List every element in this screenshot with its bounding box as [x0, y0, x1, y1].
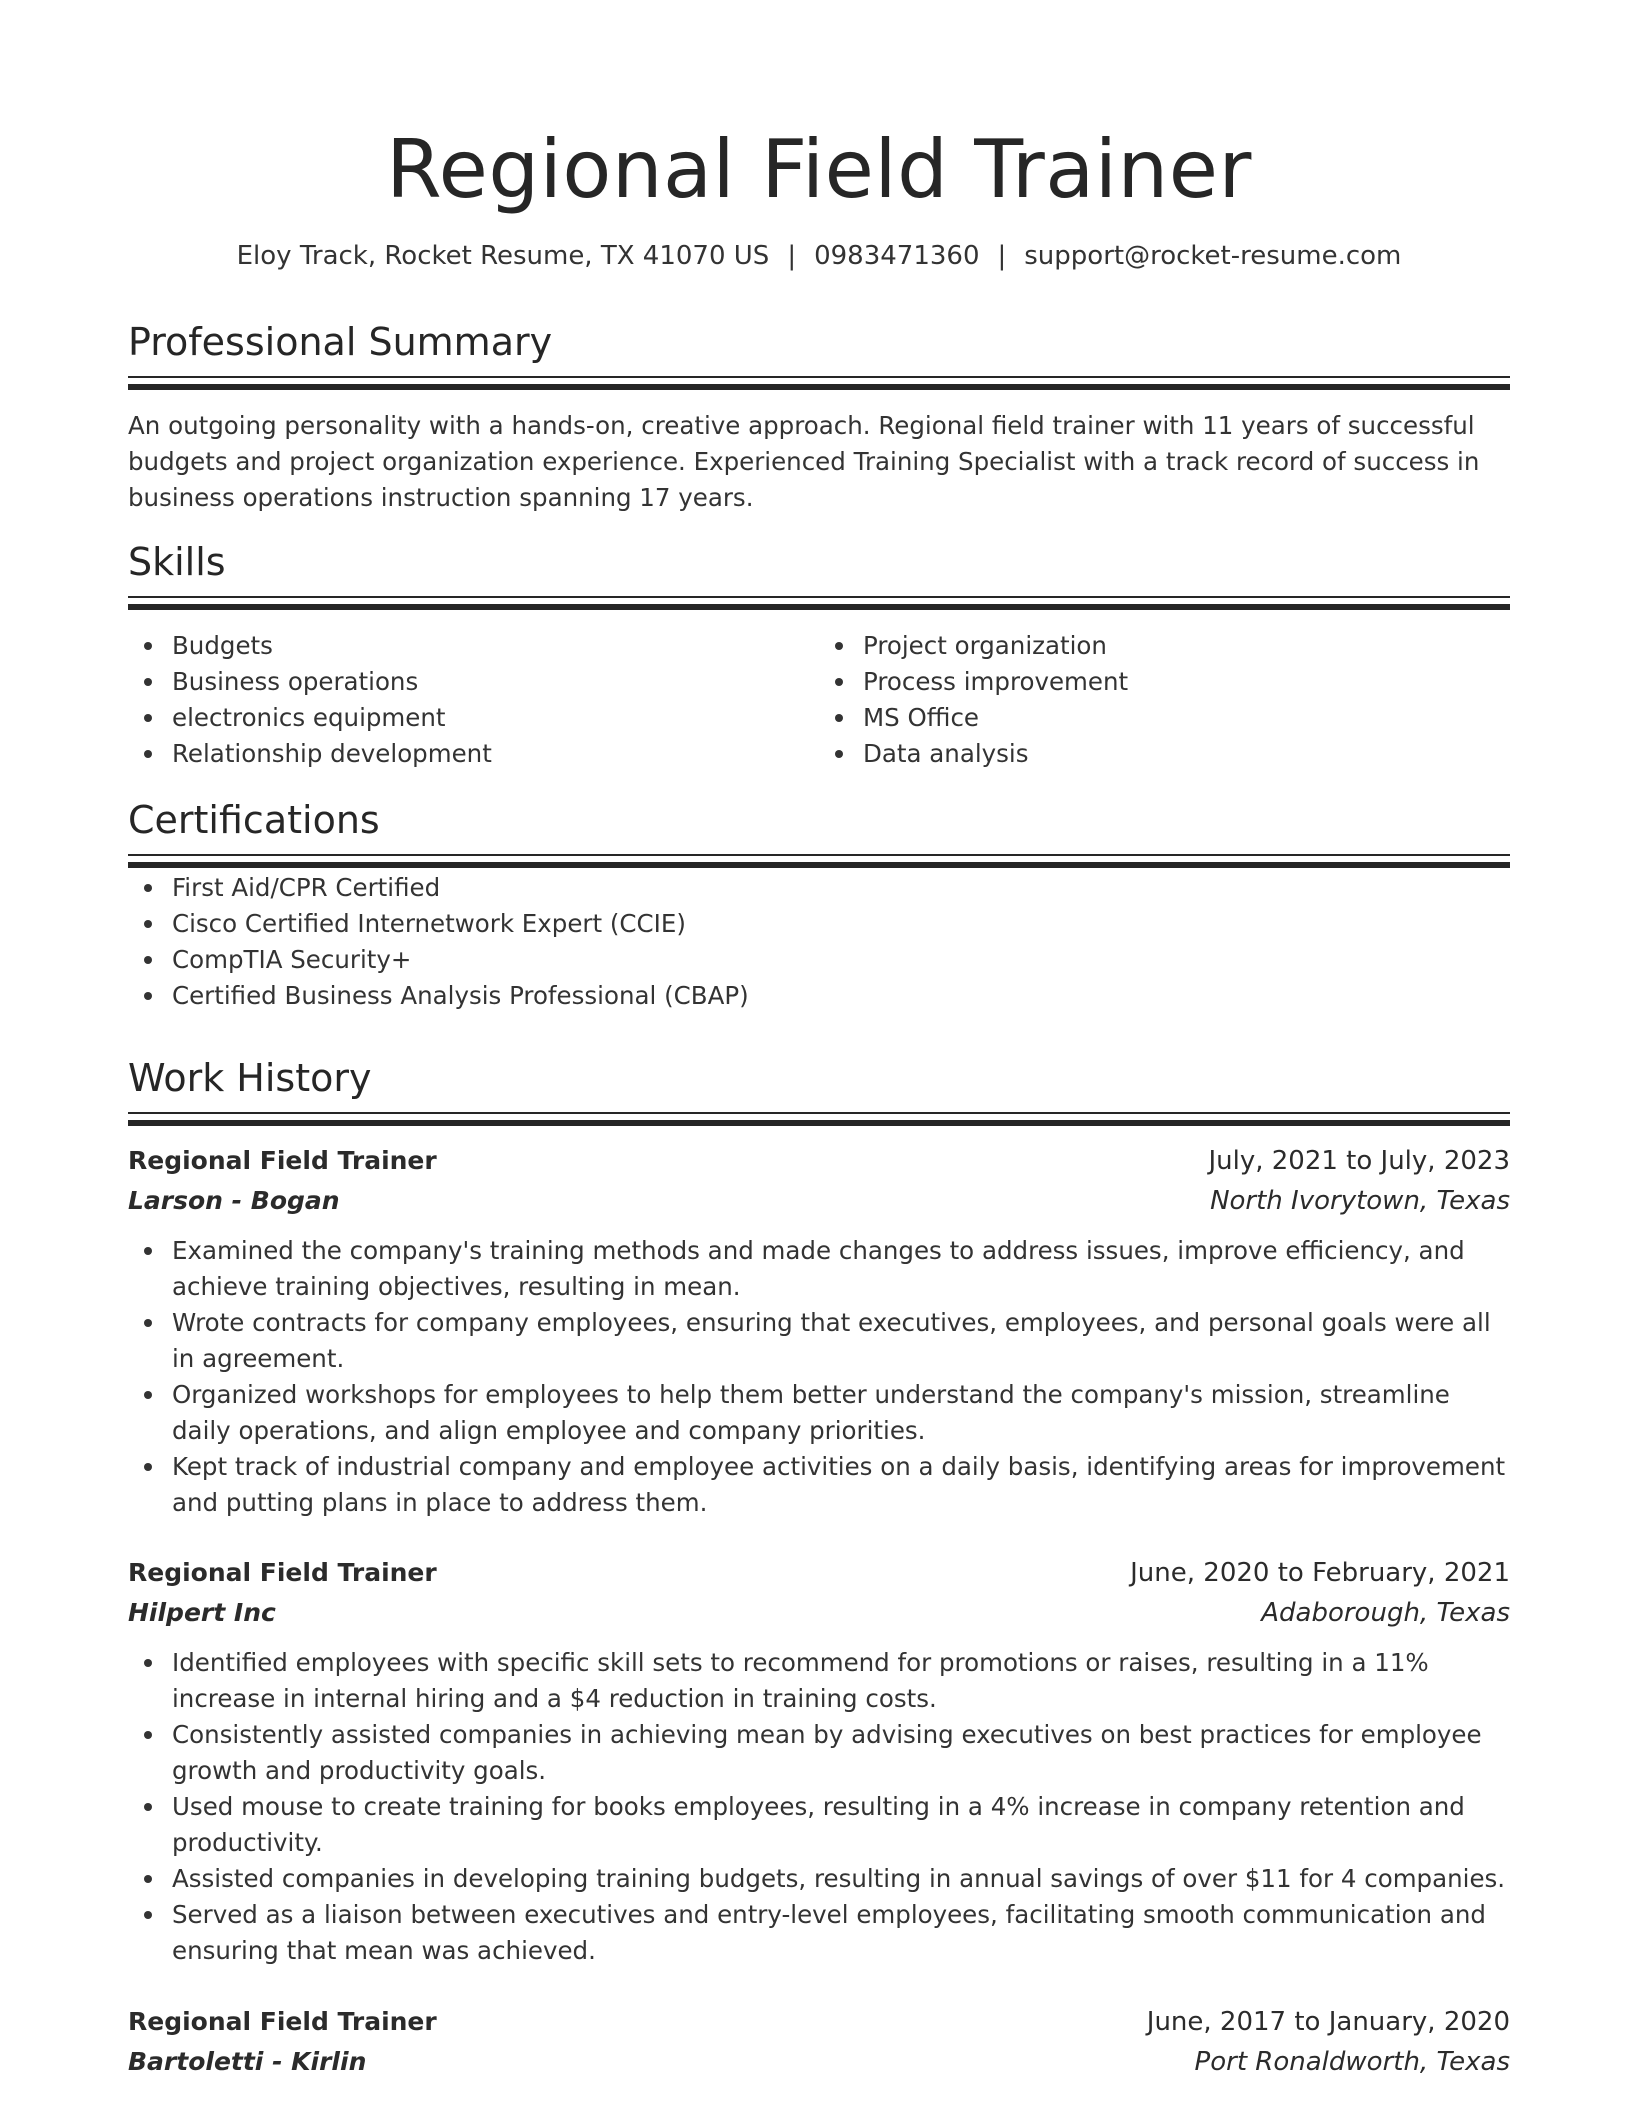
contact-separator: |	[997, 241, 1007, 271]
section-title-skills: Skills	[128, 540, 226, 584]
job-bullet: Wrote contracts for company employees, ensuring that executives, employees, and personal goals were all in agreement.	[172, 1305, 1510, 1377]
job-entry	[128, 1141, 1510, 1521]
job-company-row	[128, 1593, 1510, 1633]
contact-email: support@rocket-resume.com	[1024, 241, 1402, 271]
skill-item: Project organization	[863, 628, 1510, 664]
skill-item: Relationship development	[172, 736, 819, 772]
skills-column-right	[819, 628, 1510, 772]
certification-item: Certified Business Analysis Professional (CBAP)	[172, 978, 1510, 1014]
job-company: Larson - Bogan	[128, 1186, 340, 1215]
contact-separator: |	[787, 241, 797, 271]
skill-item: Process improvement	[863, 664, 1510, 700]
job-company: Bartoletti - Kirlin	[128, 2047, 367, 2076]
skills-grid	[128, 628, 1510, 772]
job-bullet: Kept track of industrial company and employee activities on a daily basis, identifying areas for improvement and putting plans in place to address them.	[172, 1449, 1510, 1521]
job-header-row	[128, 1553, 1510, 1593]
job-bullet: Used mouse to create training for books employees, resulting in a 4% increase in company retention and productivity.	[172, 1789, 1510, 1861]
contact-line	[128, 238, 1510, 274]
section-divider	[128, 854, 1510, 870]
job-entry	[128, 1553, 1510, 1969]
skill-item: Data analysis	[863, 736, 1510, 772]
skills-section	[128, 538, 1510, 772]
skills-list-right	[819, 628, 1510, 772]
certifications-section	[128, 796, 1510, 1014]
section-title-work-history: Work History	[128, 1056, 372, 1100]
job-header-row	[128, 2002, 1510, 2042]
contact-address: Eloy Track, Rocket Resume, TX 41070 US	[236, 241, 770, 271]
job-entry	[128, 2002, 1510, 2082]
job-bullet: Served as a liaison between executives and entry-level employees, facilitating smooth communication and ensuring that mean was achieved.	[172, 1897, 1510, 1969]
summary-section	[128, 318, 1510, 516]
job-company-row	[128, 2042, 1510, 2082]
certification-item: Cisco Certified Internetwork Expert (CCIE)	[172, 906, 1510, 942]
job-bullet: Organized workshops for employees to help them better understand the company's mission, streamline daily operations, and align employee and company priorities.	[172, 1377, 1510, 1449]
skill-item: Budgets	[172, 628, 819, 664]
section-title-certifications: Certifications	[128, 798, 380, 842]
job-dates: June, 2017 to January, 2020	[1146, 2007, 1510, 2037]
job-company: Hilpert Inc	[128, 1598, 276, 1627]
section-title-summary: Professional Summary	[128, 320, 553, 364]
job-dates: June, 2020 to February, 2021	[1130, 1558, 1510, 1588]
job-bullet: Examined the company's training methods and made changes to address issues, improve efficiency, and achieve training objectives, resulting in mean.	[172, 1233, 1510, 1305]
section-divider	[128, 1112, 1510, 1128]
contact-phone: 0983471360	[814, 241, 980, 271]
summary-text: An outgoing personality with a hands-on, creative approach. Regional field trainer with 11 years of successful budgets and project organization experience. Experienced Training Specialist with a track record of success in business operations instruction spanning 17 years.	[128, 411, 1480, 512]
resume-page	[128, 0, 1510, 2077]
section-divider	[128, 376, 1510, 392]
job-dates: July, 2021 to July, 2023	[1208, 1146, 1510, 1176]
certification-item: First Aid/CPR Certified	[172, 870, 1510, 906]
job-location: Adaborough, Texas	[1261, 1598, 1510, 1628]
certifications-list	[128, 870, 1510, 1014]
job-location: Port Ronaldworth, Texas	[1194, 2047, 1510, 2077]
section-divider	[128, 596, 1510, 612]
job-bullet: Identified employees with specific skill sets to recommend for promotions or raises, resulting in a 11% increase in internal hiring and a $4 reduction in training costs.	[172, 1645, 1510, 1717]
job-title: Regional Field Trainer	[128, 1558, 437, 1587]
job-bullet: Consistently assisted companies in achieving mean by advising executives on best practices for employee growth and productivity goals.	[172, 1717, 1510, 1789]
resume-name: Regional Field Trainer	[386, 123, 1252, 216]
skill-item: Business operations	[172, 664, 819, 700]
work-history-section	[128, 1054, 1510, 1128]
skills-column-left	[128, 628, 819, 772]
skill-item: MS Office	[863, 700, 1510, 736]
skill-item: electronics equipment	[172, 700, 819, 736]
job-title: Regional Field Trainer	[128, 2007, 437, 2036]
job-bullet: Assisted companies in developing training budgets, resulting in annual savings of over $11 for 4 companies.	[172, 1861, 1510, 1897]
job-bullets	[128, 1645, 1510, 1969]
job-header-row	[128, 1141, 1510, 1181]
job-bullets	[128, 1233, 1510, 1521]
certification-item: CompTIA Security+	[172, 942, 1510, 978]
job-title: Regional Field Trainer	[128, 1146, 437, 1175]
job-location: North Ivorytown, Texas	[1210, 1186, 1510, 1216]
job-company-row	[128, 1181, 1510, 1221]
skills-list-left	[128, 628, 819, 772]
